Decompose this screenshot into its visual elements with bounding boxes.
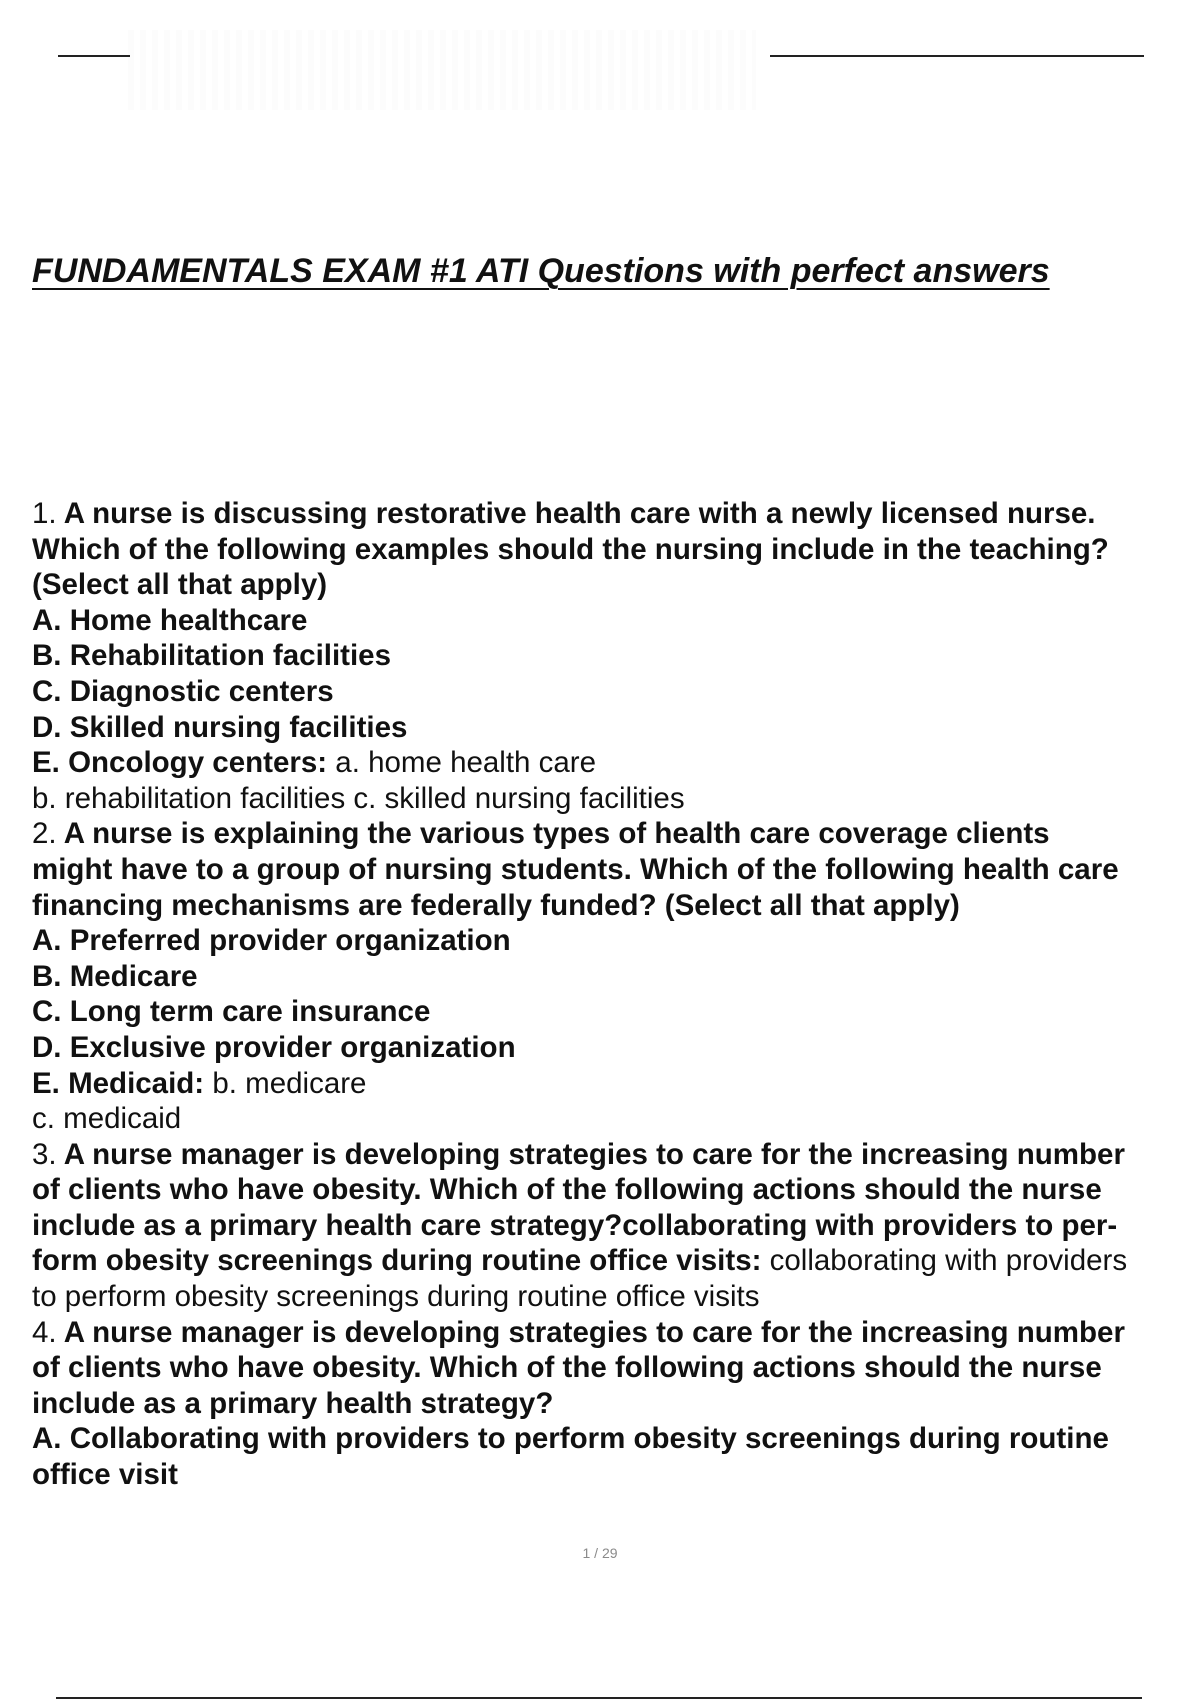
answer-option: D. Exclusive provider organization bbox=[32, 1030, 516, 1064]
answer-option: B. Medicare bbox=[32, 959, 198, 993]
question-stem-line: form obesity screenings during routine office visits: bbox=[32, 1244, 762, 1278]
question-4 bbox=[32, 1315, 1200, 1493]
answer-option: A. Home healthcare bbox=[32, 603, 308, 637]
question-stem-line: of clients who have obesity. Which of the following actions should the nurse bbox=[32, 1173, 1102, 1207]
document-title: FUNDAMENTALS EXAM #1 ATI Questions with perfect answers bbox=[32, 252, 1050, 290]
answer-key: b. medicare bbox=[212, 1066, 367, 1100]
answer-option: A. Preferred provider organization bbox=[32, 924, 511, 958]
answer-option: C. Diagnostic centers bbox=[32, 674, 334, 708]
answer-option: A. Collaborating with providers to perform obesity screenings during routine bbox=[32, 1422, 1109, 1456]
question-number: 4. bbox=[32, 1315, 57, 1349]
answer-option: D. Skilled nursing facilities bbox=[32, 710, 408, 744]
question-number: 1. bbox=[32, 497, 57, 530]
question-stem-line: of clients who have obesity. Which of the following actions should the nurse bbox=[32, 1351, 1102, 1385]
answer-option: E. Medicaid: bbox=[32, 1066, 205, 1100]
answer-option: B. Rehabilitation facilities bbox=[32, 639, 391, 673]
question-stem-line: A nurse manager is developing strategies to care for the increasing number bbox=[63, 1315, 1125, 1349]
answer-option: office visit bbox=[32, 1458, 178, 1492]
question-stem-line: might have to a group of nursing students. Which of the following health care bbox=[32, 852, 1119, 886]
answer-option: C. Long term care insurance bbox=[32, 995, 431, 1029]
answer-key-line: c. medicaid bbox=[32, 1102, 182, 1136]
header-rule-left bbox=[58, 55, 130, 57]
question-stem-line: Which of the following examples should the nursing include in the teaching? bbox=[32, 532, 1109, 566]
question-stem-line: A nurse is discussing restorative health care with a newly licensed nurse. bbox=[63, 497, 1096, 530]
question-stem-line: financing mechanisms are federally funded? (Select all that apply) bbox=[32, 888, 960, 922]
footer-rule bbox=[56, 1697, 1142, 1699]
answer-key-line: b. rehabilitation facilities c. skilled nursing facilities bbox=[32, 781, 685, 815]
header-rule-right bbox=[770, 55, 1144, 57]
question-stem-line: (Select all that apply) bbox=[32, 568, 328, 602]
question-stem-line: include as a primary health care strategy?collaborating with providers to per- bbox=[32, 1208, 1118, 1242]
answer-option: E. Oncology centers: bbox=[32, 746, 328, 780]
question-1 bbox=[32, 496, 1200, 816]
page-number: 1 / 29 bbox=[582, 1545, 618, 1561]
question-stem-line: A nurse is explaining the various types of health care coverage clients bbox=[63, 817, 1050, 851]
answer-key: collaborating with providers bbox=[769, 1244, 1128, 1278]
question-stem-line: A nurse manager is developing strategies to care for the increasing number bbox=[63, 1137, 1125, 1171]
faded-watermark bbox=[128, 30, 756, 110]
answer-key-line: to perform obesity screenings during routine office visits bbox=[32, 1280, 760, 1314]
question-number: 3. bbox=[32, 1137, 57, 1171]
answer-key: a. home health care bbox=[335, 746, 597, 780]
question-stem-line: include as a primary health strategy? bbox=[32, 1386, 554, 1420]
question-list bbox=[32, 496, 1200, 1493]
question-3 bbox=[32, 1137, 1200, 1315]
question-number: 2. bbox=[32, 817, 57, 851]
question-2 bbox=[32, 816, 1200, 1136]
